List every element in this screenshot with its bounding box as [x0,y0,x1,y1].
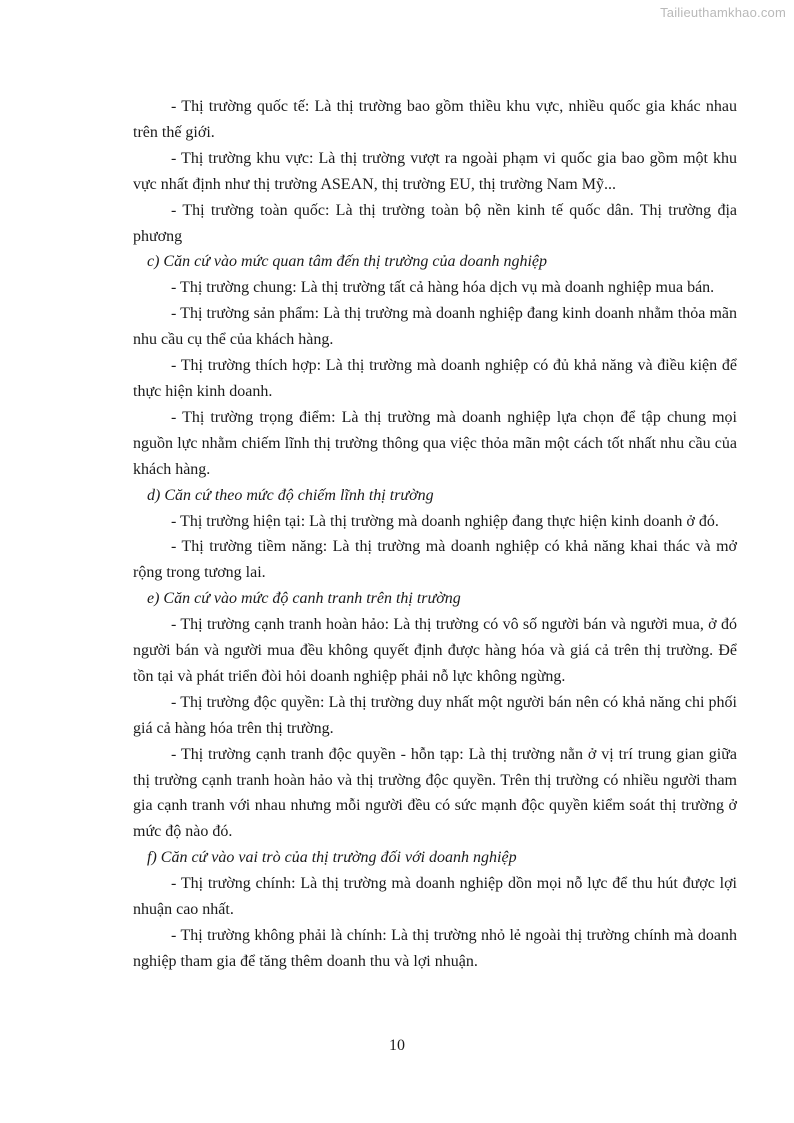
paragraph-secondary-market: - Thị trường không phải là chính: Là thị trường nhỏ lẻ ngoài thị trường chính mà doanh nghiệp tham gia để tăng thêm doanh thu và lợi nhuận. [133,927,737,970]
section-heading-f: f) Căn cứ vào vai trò của thị trường đối với doanh nghiệp [147,849,517,867]
paragraph-current-market: - Thị trường hiện tại: Là thị trường mà doanh nghiệp đang thực hiện kinh doanh ở đó. [171,512,719,530]
paragraph-regional-market: - Thị trường khu vực: Là thị trường vượt ra ngoài phạm vi quốc gia bao gồm một khu vực nhất định như thị trường ASEAN, thị trường EU, thị trường Nam Mỹ... [133,149,737,193]
section-heading-c: c) Căn cứ vào mức quan tâm đến thị trường của doanh nghiệp [147,253,547,271]
section-heading-e: e) Căn cứ vào mức độ canh tranh trên thị trường [147,590,461,608]
paragraph-general-market: - Thị trường chung: Là thị trường tất cả hàng hóa dịch vụ mà doanh nghiệp mua bán. [171,279,715,297]
paragraph-suitable-market: - Thị trường thích hợp: Là thị trường mà doanh nghiệp có đủ khả năng và điều kiện để thực hiện kinh doanh. [133,357,737,400]
paragraph-potential-market: - Thị trường tiềm năng: Là thị trường mà doanh nghiệp có khả năng khai thác và mở rộng trong tương lai. [133,538,737,582]
paragraph-international-market: - Thị trường quốc tế: Là thị trường bao gồm thiều khu vực, nhiều quốc gia khác nhau trên thế giới. [133,98,737,141]
section-heading-d: d) Căn cứ theo mức độ chiếm lĩnh thị trường [147,486,434,504]
paragraph-perfect-competition: - Thị trường cạnh tranh hoàn hảo: Là thị trường có vô số người bán và người mua, ở đó người bán và người mua đều không quyết định được hàng hóa và giá cả trên thị trường. Để tồn tại và phát triển đòi hỏi doanh nghiệp phải nỗ lực không ngừng. [133,616,737,685]
watermark: Tailieuthamkhao.com [660,5,786,20]
paragraph-monopoly: - Thị trường độc quyền: Là thị trường duy nhất một người bán nên có khả năng chi phối giá cả hàng hóa trên thị trường. [133,693,737,737]
paragraph-monopolistic-competition: - Thị trường cạnh tranh độc quyền - hỗn tạp: Là thị trường nằn ở vị trí trung gian giữa thị trường cạnh tranh hoàn hảo và thị trường độc quyền. Trên thị trường có nhiều người tham gia cạnh tranh với nhau nhưng mỗi người đều có sức mạnh độc quyền kiểm soát thị trường ở mức độ nào đó. [133,745,737,841]
paragraph-main-market: - Thị trường chính: Là thị trường mà doanh nghiệp dồn mọi nỗ lực để thu hút được lợi nhuận cao nhất. [133,875,737,919]
page-body [133,94,737,975]
page-number: 10 [389,1037,405,1054]
paragraph-product-market: - Thị trường sản phẩm: Là thị trường mà doanh nghiệp đang kinh doanh nhằm thỏa mãn nhu cầu cụ thể của khách hàng. [133,305,737,349]
paragraph-national-market: - Thị trường toàn quốc: Là thị trường toàn bộ nền kinh tế quốc dân. Thị trường địa phương [133,201,737,245]
paragraph-target-market: - Thị trường trọng điểm: Là thị trường mà doanh nghiệp lựa chọn để tập chung mọi nguồn lực nhằm chiếm lĩnh thị trường thông qua việc thỏa mãn một cách tốt nhất nhu cầu của khách hàng. [133,408,737,478]
